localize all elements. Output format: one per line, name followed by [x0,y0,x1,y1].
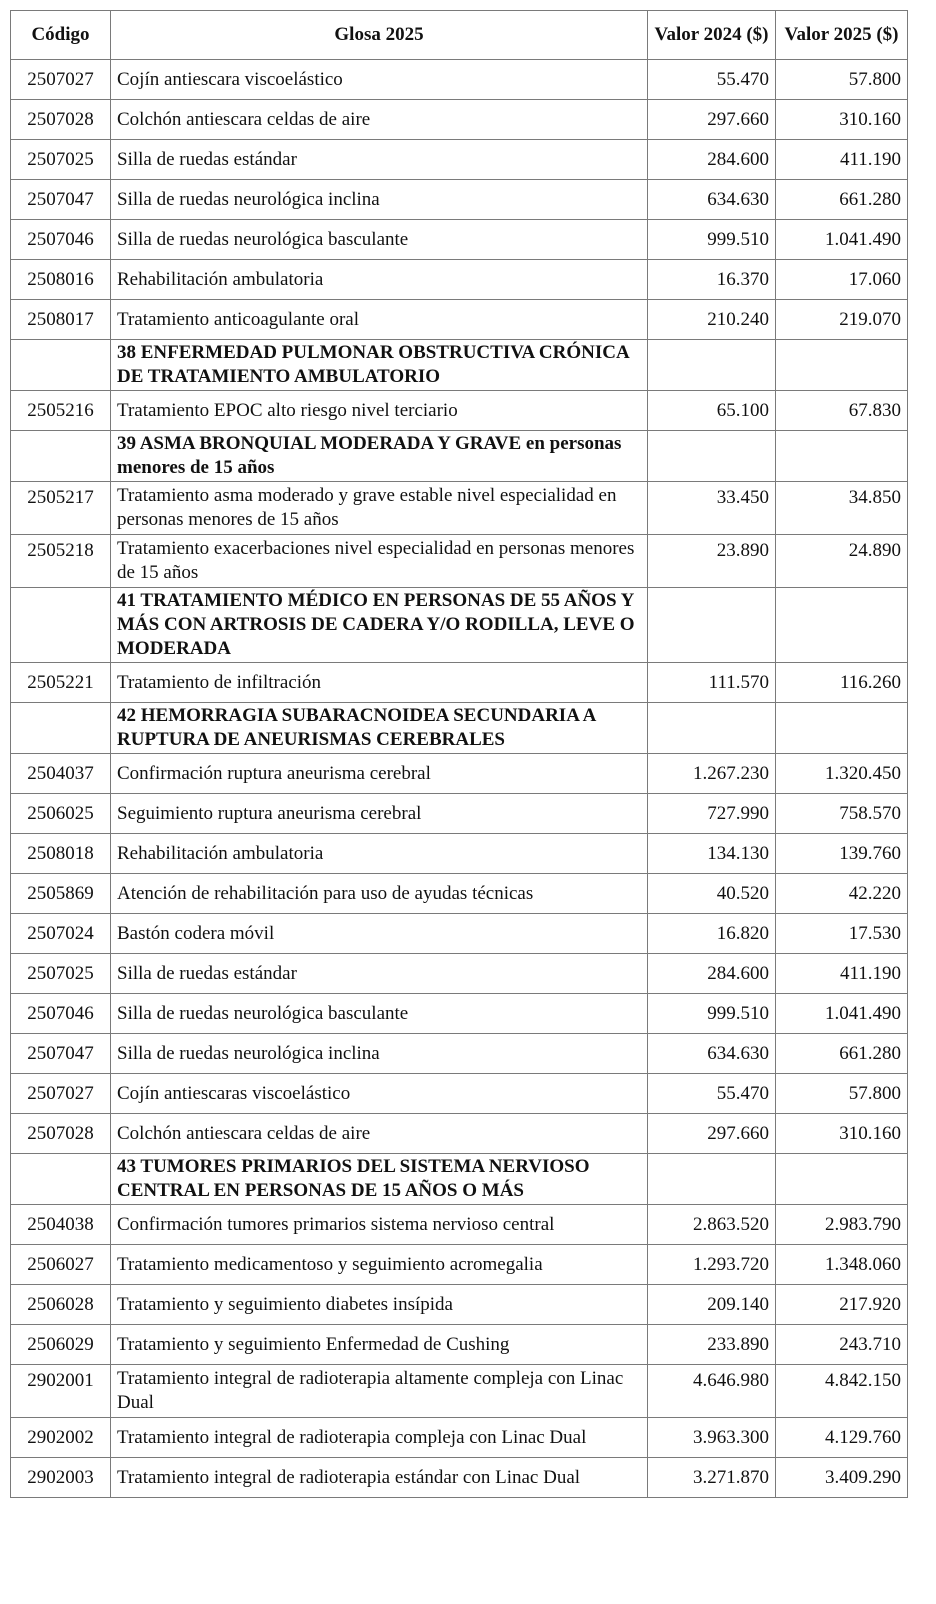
section-row [11,703,908,754]
code-cell: 2507027 [11,1074,111,1114]
table-row [11,1205,908,1245]
table-row [11,260,908,300]
code-cell: 2504037 [11,754,111,794]
section-row [11,588,908,663]
value-2024-cell: 134.130 [648,834,776,874]
glosa-cell: Rehabilitación ambulatoria [111,260,648,300]
value-2024-cell: 16.820 [648,914,776,954]
value-2024-cell: 210.240 [648,300,776,340]
section-row [11,431,908,482]
table-row [11,1418,908,1458]
value-2024-cell: 297.660 [648,1114,776,1154]
value-2025-cell: 57.800 [776,60,908,100]
value-2025-cell: 661.280 [776,180,908,220]
table-row [11,794,908,834]
code-cell: 2506027 [11,1245,111,1285]
table-row [11,100,908,140]
value-2025-cell: 42.220 [776,874,908,914]
glosa-cell: Bastón codera móvil [111,914,648,954]
section-value-2024-cell [648,1154,776,1205]
code-cell: 2506025 [11,794,111,834]
table-row [11,1458,908,1498]
code-cell: 2507046 [11,220,111,260]
glosa-cell: Colchón antiescara celdas de aire [111,1114,648,1154]
glosa-cell: Tratamiento y seguimiento Enfermedad de Cushing [111,1325,648,1365]
table-row [11,391,908,431]
code-cell: 2902003 [11,1458,111,1498]
table-row [11,220,908,260]
value-2024-cell: 1.267.230 [648,754,776,794]
table-row [11,535,908,588]
code-cell: 2507028 [11,100,111,140]
table-row [11,834,908,874]
section-row [11,1154,908,1205]
section-value-2025-cell [776,431,908,482]
header-glosa: Glosa 2025 [111,11,648,60]
glosa-cell: Tratamiento y seguimiento diabetes insípida [111,1285,648,1325]
table-row [11,663,908,703]
value-2025-cell: 758.570 [776,794,908,834]
value-2025-cell: 310.160 [776,100,908,140]
value-2024-cell: 999.510 [648,994,776,1034]
table-row [11,874,908,914]
code-cell: 2902001 [11,1365,111,1418]
table-row [11,1285,908,1325]
table-row [11,1325,908,1365]
value-2025-cell: 4.129.760 [776,1418,908,1458]
section-value-2024-cell [648,431,776,482]
section-title: 41 TRATAMIENTO MÉDICO EN PERSONAS DE 55 AÑOS Y MÁS CON ARTROSIS DE CADERA Y/O RODILLA, LEVE O MODERADA [111,588,648,663]
table-row [11,754,908,794]
section-title: 38 ENFERMEDAD PULMONAR OBSTRUCTIVA CRÓNICA DE TRATAMIENTO AMBULATORIO [111,340,648,391]
glosa-cell: Tratamiento de infiltración [111,663,648,703]
value-2025-cell: 1.348.060 [776,1245,908,1285]
section-title: 39 ASMA BRONQUIAL MODERADA Y GRAVE en personas menores de 15 años [111,431,648,482]
code-cell: 2506028 [11,1285,111,1325]
table-row [11,1245,908,1285]
glosa-cell: Tratamiento exacerbaciones nivel especialidad en personas menores de 15 años [111,535,648,588]
code-cell: 2506029 [11,1325,111,1365]
section-value-2025-cell [776,703,908,754]
value-2025-cell: 34.850 [776,482,908,535]
glosa-cell: Confirmación tumores primarios sistema nervioso central [111,1205,648,1245]
table-row [11,300,908,340]
value-2024-cell: 233.890 [648,1325,776,1365]
value-2025-cell: 411.190 [776,140,908,180]
section-code-cell [11,340,111,391]
value-2025-cell: 116.260 [776,663,908,703]
code-cell: 2508018 [11,834,111,874]
section-title: 43 TUMORES PRIMARIOS DEL SISTEMA NERVIOSO CENTRAL EN PERSONAS DE 15 AÑOS O MÁS [111,1154,648,1205]
glosa-cell: Tratamiento integral de radioterapia altamente compleja con Linac Dual [111,1365,648,1418]
section-code-cell [11,431,111,482]
glosa-cell: Silla de ruedas neurológica basculante [111,220,648,260]
value-2024-cell: 999.510 [648,220,776,260]
code-cell: 2508017 [11,300,111,340]
value-2024-cell: 284.600 [648,954,776,994]
code-cell: 2505217 [11,482,111,535]
value-2025-cell: 17.530 [776,914,908,954]
value-2024-cell: 16.370 [648,260,776,300]
code-cell: 2507047 [11,180,111,220]
glosa-cell: Tratamiento medicamentoso y seguimiento acromegalia [111,1245,648,1285]
section-row [11,340,908,391]
value-2024-cell: 634.630 [648,1034,776,1074]
value-2024-cell: 284.600 [648,140,776,180]
section-code-cell [11,703,111,754]
section-code-cell [11,1154,111,1205]
glosa-cell: Cojín antiescaras viscoelástico [111,1074,648,1114]
table-row [11,1034,908,1074]
table-row [11,1365,908,1418]
value-2024-cell: 33.450 [648,482,776,535]
value-2025-cell: 1.320.450 [776,754,908,794]
glosa-cell: Tratamiento EPOC alto riesgo nivel terciario [111,391,648,431]
value-2025-cell: 139.760 [776,834,908,874]
value-2024-cell: 65.100 [648,391,776,431]
section-title: 42 HEMORRAGIA SUBARACNOIDEA SECUNDARIA A RUPTURA DE ANEURISMAS CEREBRALES [111,703,648,754]
glosa-cell: Silla de ruedas estándar [111,954,648,994]
value-2024-cell: 1.293.720 [648,1245,776,1285]
table-row [11,954,908,994]
value-2024-cell: 55.470 [648,1074,776,1114]
value-2024-cell: 4.646.980 [648,1365,776,1418]
table-row [11,482,908,535]
value-2025-cell: 217.920 [776,1285,908,1325]
value-2025-cell: 3.409.290 [776,1458,908,1498]
value-2025-cell: 2.983.790 [776,1205,908,1245]
glosa-cell: Tratamiento anticoagulante oral [111,300,648,340]
code-cell: 2505221 [11,663,111,703]
table-row [11,914,908,954]
code-cell: 2507028 [11,1114,111,1154]
value-2025-cell: 1.041.490 [776,220,908,260]
value-2024-cell: 40.520 [648,874,776,914]
value-2024-cell: 55.470 [648,60,776,100]
table-row [11,994,908,1034]
section-value-2024-cell [648,588,776,663]
value-2024-cell: 634.630 [648,180,776,220]
glosa-cell: Silla de ruedas neurológica inclina [111,1034,648,1074]
table-header-row [11,11,908,60]
glosa-cell: Tratamiento integral de radioterapia compleja con Linac Dual [111,1418,648,1458]
table-row [11,60,908,100]
glosa-cell: Rehabilitación ambulatoria [111,834,648,874]
glosa-cell: Silla de ruedas neurológica inclina [111,180,648,220]
value-2025-cell: 24.890 [776,535,908,588]
code-cell: 2507047 [11,1034,111,1074]
glosa-cell: Seguimiento ruptura aneurisma cerebral [111,794,648,834]
value-2025-cell: 411.190 [776,954,908,994]
code-cell: 2505869 [11,874,111,914]
code-cell: 2504038 [11,1205,111,1245]
value-2025-cell: 4.842.150 [776,1365,908,1418]
section-value-2024-cell [648,340,776,391]
glosa-cell: Tratamiento asma moderado y grave estable nivel especialidad en personas menores de 15 años [111,482,648,535]
header-value-2025: Valor 2025 ($) [776,11,908,60]
glosa-cell: Confirmación ruptura aneurisma cerebral [111,754,648,794]
value-2024-cell: 209.140 [648,1285,776,1325]
code-cell: 2507046 [11,994,111,1034]
header-value-2024: Valor 2024 ($) [648,11,776,60]
table-row [11,1074,908,1114]
value-2024-cell: 3.271.870 [648,1458,776,1498]
glosa-cell: Silla de ruedas estándar [111,140,648,180]
glosa-cell: Tratamiento integral de radioterapia estándar con Linac Dual [111,1458,648,1498]
value-2024-cell: 111.570 [648,663,776,703]
code-cell: 2507025 [11,140,111,180]
code-cell: 2507024 [11,914,111,954]
section-value-2025-cell [776,588,908,663]
section-code-cell [11,588,111,663]
value-2025-cell: 1.041.490 [776,994,908,1034]
table-row [11,180,908,220]
tariff-table [10,10,908,1498]
glosa-cell: Atención de rehabilitación para uso de ayudas técnicas [111,874,648,914]
code-cell: 2507027 [11,60,111,100]
table-row [11,1114,908,1154]
code-cell: 2505218 [11,535,111,588]
code-cell: 2508016 [11,260,111,300]
value-2025-cell: 219.070 [776,300,908,340]
value-2024-cell: 727.990 [648,794,776,834]
value-2025-cell: 17.060 [776,260,908,300]
value-2025-cell: 57.800 [776,1074,908,1114]
glosa-cell: Cojín antiescara viscoelástico [111,60,648,100]
value-2024-cell: 2.863.520 [648,1205,776,1245]
section-value-2025-cell [776,1154,908,1205]
value-2025-cell: 661.280 [776,1034,908,1074]
value-2025-cell: 310.160 [776,1114,908,1154]
value-2024-cell: 23.890 [648,535,776,588]
header-code: Código [11,11,111,60]
glosa-cell: Colchón antiescara celdas de aire [111,100,648,140]
table-row [11,140,908,180]
value-2024-cell: 297.660 [648,100,776,140]
value-2025-cell: 243.710 [776,1325,908,1365]
value-2024-cell: 3.963.300 [648,1418,776,1458]
glosa-cell: Silla de ruedas neurológica basculante [111,994,648,1034]
section-value-2024-cell [648,703,776,754]
value-2025-cell: 67.830 [776,391,908,431]
code-cell: 2505216 [11,391,111,431]
code-cell: 2902002 [11,1418,111,1458]
code-cell: 2507025 [11,954,111,994]
section-value-2025-cell [776,340,908,391]
